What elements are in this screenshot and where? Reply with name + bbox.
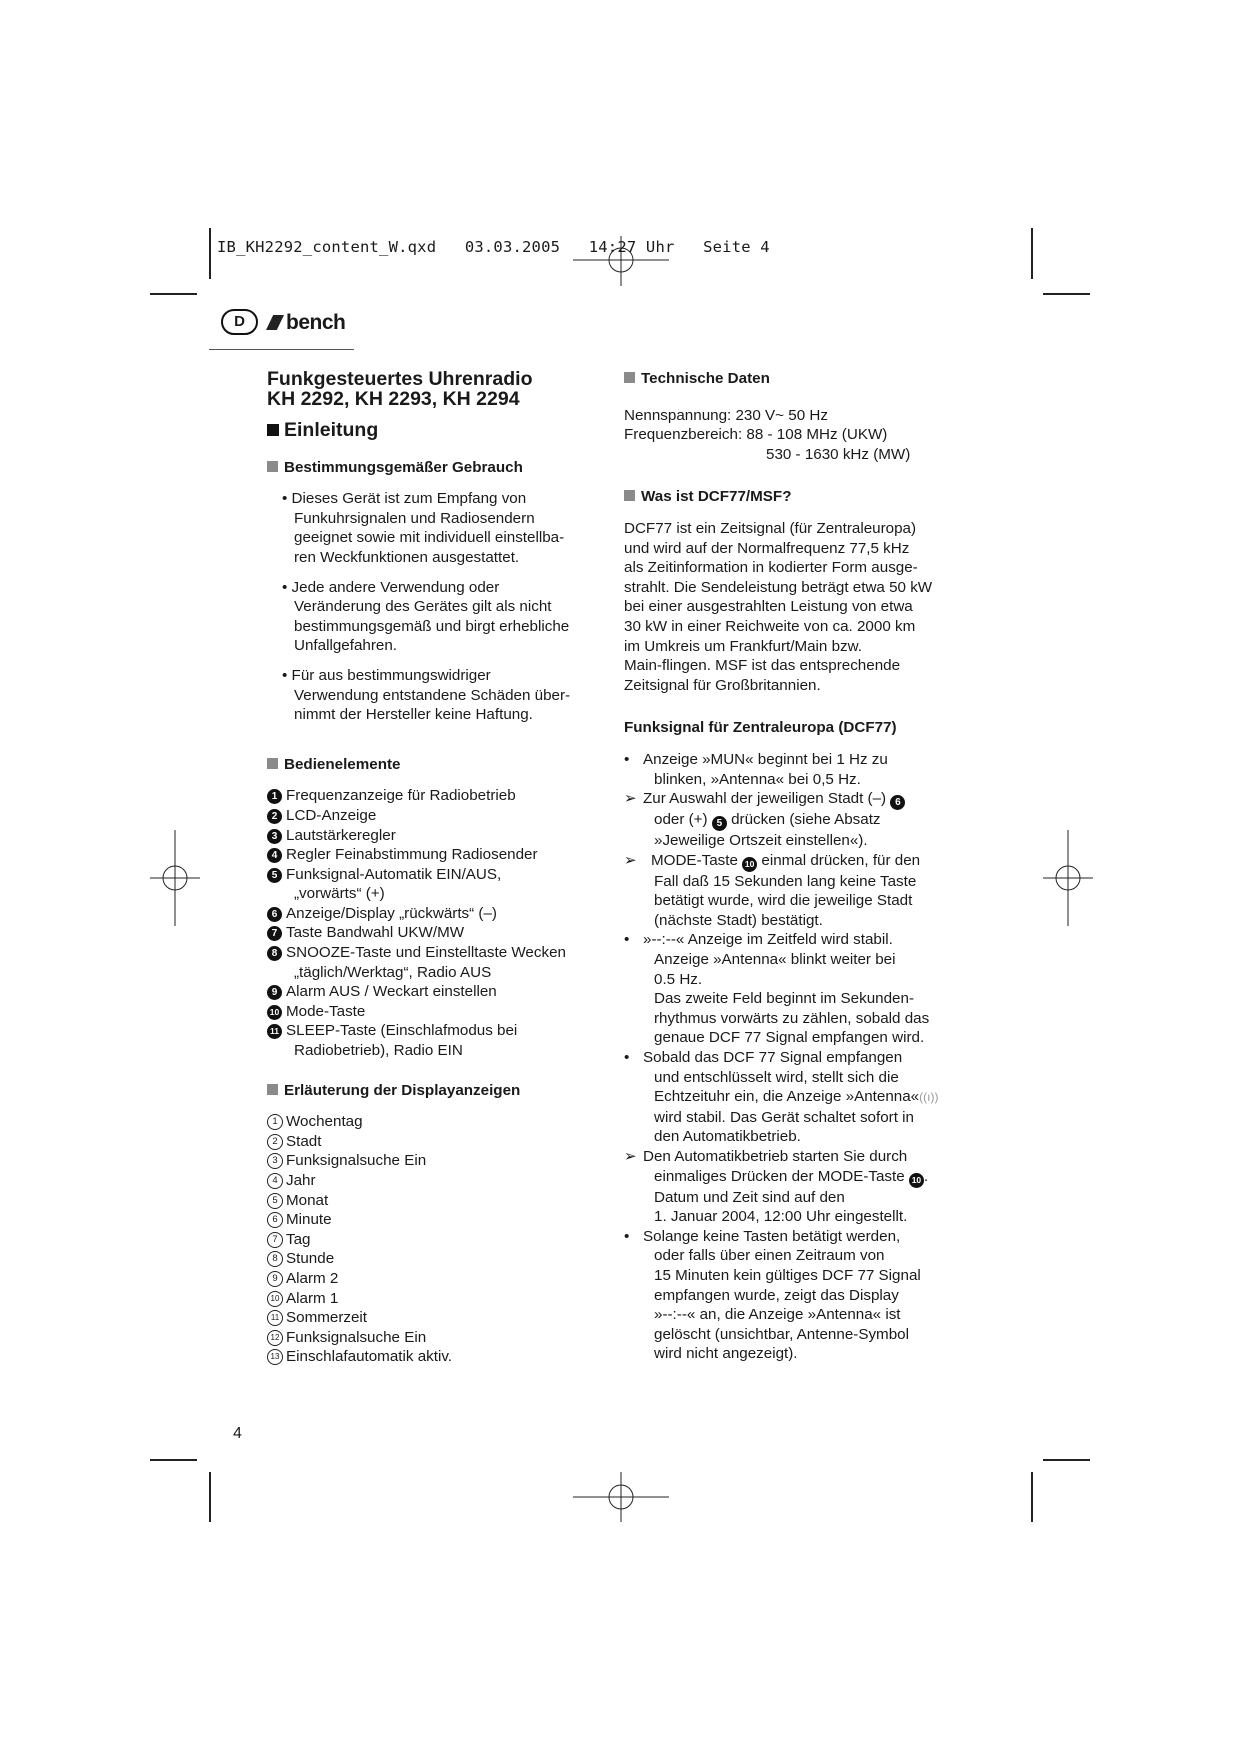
language-badge: D bbox=[221, 309, 258, 335]
registration-mark-right bbox=[1043, 830, 1093, 926]
brand-name: bench bbox=[286, 311, 346, 334]
page-title: Funkgesteuertes Uhrenradio KH 2292, KH 2293, KH 2294 bbox=[267, 368, 533, 410]
list-item: 1 Frequenzanzeige für Radiobetrieb bbox=[267, 786, 597, 806]
list-item: • Jede andere Verwendung oder Veränderung des Gerätes gilt als nicht bestimmungsgemäß und birgt erhebliche Unfallgefahren. bbox=[282, 578, 570, 655]
crop-mark bbox=[209, 1472, 211, 1522]
crop-mark bbox=[209, 228, 211, 279]
list-item: ➢ Zur Auswahl der jeweiligen Stadt (–) 6 oder (+) 5 drücken (siehe Absatz »Jeweilige Ortszeit einstellen«). bbox=[624, 789, 954, 851]
list-item: 10 Alarm 1 bbox=[267, 1289, 597, 1309]
list-item: 12 Funksignalsuche Ein bbox=[267, 1328, 597, 1348]
arrow-icon: ➢ bbox=[624, 1148, 637, 1165]
list-item: 8 Stunde bbox=[267, 1249, 597, 1269]
list-item: 2 Stadt bbox=[267, 1132, 597, 1152]
list-item: • Für aus bestimmungswidriger Verwendung entstandene Schäden über- nimmt der Hersteller keine Haftung. bbox=[282, 666, 571, 724]
list-item: 13 Einschlafautomatik aktiv. bbox=[267, 1347, 597, 1367]
dcf-heading: Was ist DCF77/MSF? bbox=[624, 487, 954, 507]
list-item: • Solange keine Tasten betätigt werden, oder falls über einen Zeitraum von 15 Minuten kein gültiges DCF 77 Signal empfangen wurde, zeigt das Display »--:--« an, die Anzeige »Antenna« ist gelöscht (unsichtbar, Antenne-Symbol wird nicht angezeigt). bbox=[624, 1227, 921, 1363]
list-item: 8 SNOOZE-Taste und Einstelltaste Wecken „täglich/Werktag“, Radio AUS bbox=[267, 943, 597, 982]
list-item: 4 Jahr bbox=[267, 1171, 597, 1191]
dcf-paragraph: DCF77 ist ein Zeitsignal (für Zentraleuropa) und wird auf der Normalfrequenz 77,5 kHz als Zeitinformation in kodierter Form ausge- strahlt. Die Sendeleistung beträgt etwa 50 kW bei einer ausgestrahlten Leistung von etwa 30 kW in einer Reichweite von ca. 2000 km im Umkreis um Frankfurt/Main bzw. Main-flingen. MSF ist das entsprechende Zeitsignal für Großbritannien. bbox=[624, 519, 933, 694]
list-item: • Anzeige »MUN« beginnt bei 1 Hz zu blinken, »Antenna« bei 0,5 Hz. bbox=[624, 750, 888, 788]
right-column bbox=[624, 369, 954, 1364]
crop-mark bbox=[1043, 293, 1090, 295]
list-item: 6 Minute bbox=[267, 1210, 597, 1230]
funk-list bbox=[624, 750, 954, 1364]
brand-icon bbox=[266, 315, 284, 330]
arrow-icon: ➢ bbox=[624, 790, 637, 808]
tech-frequency: Frequenzbereich: 88 - 108 MHz (UKW) bbox=[624, 426, 888, 444]
crop-mark bbox=[1031, 1472, 1033, 1522]
list-item: 4 Regler Feinabstimmung Radiosender bbox=[267, 845, 597, 865]
display-list bbox=[267, 1112, 597, 1367]
list-item: 7 Tag bbox=[267, 1230, 597, 1250]
tech-heading: Technische Daten bbox=[624, 369, 954, 389]
display-heading: Erläuterung der Displayanzeigen bbox=[267, 1081, 597, 1101]
registration-mark-bottom bbox=[573, 1472, 669, 1522]
left-column bbox=[267, 369, 597, 1367]
list-item: • Sobald das DCF 77 Signal empfangen und entschlüsselt wird, stellt sich die Echtzeituhr ein, die Anzeige »Antenna«((ı)) wird stabil. Das Gerät schaltet sofort in den Automatikbetrieb. bbox=[624, 1049, 939, 1146]
list-item: 9 Alarm 2 bbox=[267, 1269, 597, 1289]
list-item: 6 Anzeige/Display „rückwärts“ (–) bbox=[267, 904, 597, 924]
list-item: • Dieses Gerät ist zum Empfang von Funkuhrsignalen und Radiosendern geeignet sowie mit individuell einstellba- ren Weckfunktionen ausgestattet. bbox=[282, 490, 565, 566]
use-bullets bbox=[267, 489, 597, 725]
list-item: ➢ MODE-Taste 10 einmal drücken, für den Fall daß 15 Sekunden lang keine Taste betätigt wurde, wird die jeweilige Stadt (nächste Stadt) bestätigt. bbox=[624, 851, 921, 929]
registration-mark-left bbox=[150, 830, 200, 926]
list-item: 10 Mode-Taste bbox=[267, 1002, 597, 1022]
header-rule bbox=[209, 349, 354, 350]
funk-heading: Funksignal für Zentraleuropa (DCF77) bbox=[624, 719, 897, 737]
list-item: 1 Wochentag bbox=[267, 1112, 597, 1132]
file-meta: IB_KH2292_content_W.qxd 03.03.2005 14:27 Uhr Seite 4 bbox=[217, 238, 770, 256]
list-item: 2 LCD-Anzeige bbox=[267, 806, 597, 826]
list-item: 11 SLEEP-Taste (Einschlafmodus bei Radiobetrieb), Radio EIN bbox=[267, 1021, 597, 1060]
tech-voltage: Nennspannung: 230 V~ 50 Hz bbox=[624, 406, 828, 424]
crop-mark bbox=[1043, 1459, 1090, 1461]
tech-data bbox=[624, 406, 954, 465]
brand-logo bbox=[266, 311, 345, 335]
list-item: 3 Lautstärkeregler bbox=[267, 826, 597, 846]
use-heading: Bestimmungsgemäßer Gebrauch bbox=[267, 458, 597, 478]
tech-frequency-mw: 530 - 1630 kHz (MW) bbox=[766, 445, 911, 463]
arrow-icon: ➢ bbox=[624, 851, 637, 869]
crop-mark bbox=[150, 1459, 197, 1461]
crop-mark bbox=[1031, 228, 1033, 279]
list-item: ➢ Den Automatikbetrieb starten Sie durch einmaliges Drücken der MODE-Taste 10 . Datum und Zeit sind auf den 1. Januar 2004, 12:00 Uhr eingestellt. bbox=[624, 1148, 929, 1226]
list-item: 5 Funksignal-Automatik EIN/AUS, „vorwärts“ (+) bbox=[267, 865, 597, 904]
page-number: 4 bbox=[233, 1425, 242, 1442]
antenna-icon: ((ı)) bbox=[919, 1090, 939, 1105]
list-item: 5 Monat bbox=[267, 1191, 597, 1211]
list-item: 11 Sommerzeit bbox=[267, 1308, 597, 1328]
crop-mark bbox=[150, 293, 197, 295]
list-item: 3 Funksignalsuche Ein bbox=[267, 1151, 597, 1171]
controls-heading: Bedienelemente bbox=[267, 755, 597, 775]
list-item: • »--:--« Anzeige im Zeitfeld wird stabil. Anzeige »Antenna« blinkt weiter bei 0.5 Hz. Das zweite Feld beginnt im Sekunden- rhythmus vorwärts zu zählen, sobald das genaue DCF 77 Signal empfangen wird. bbox=[624, 931, 930, 1047]
list-item: 9 Alarm AUS / Weckart einstellen bbox=[267, 982, 597, 1002]
controls-list bbox=[267, 786, 597, 1060]
section-heading-intro: Einleitung bbox=[267, 421, 597, 441]
list-item: 7 Taste Bandwahl UKW/MW bbox=[267, 923, 597, 943]
